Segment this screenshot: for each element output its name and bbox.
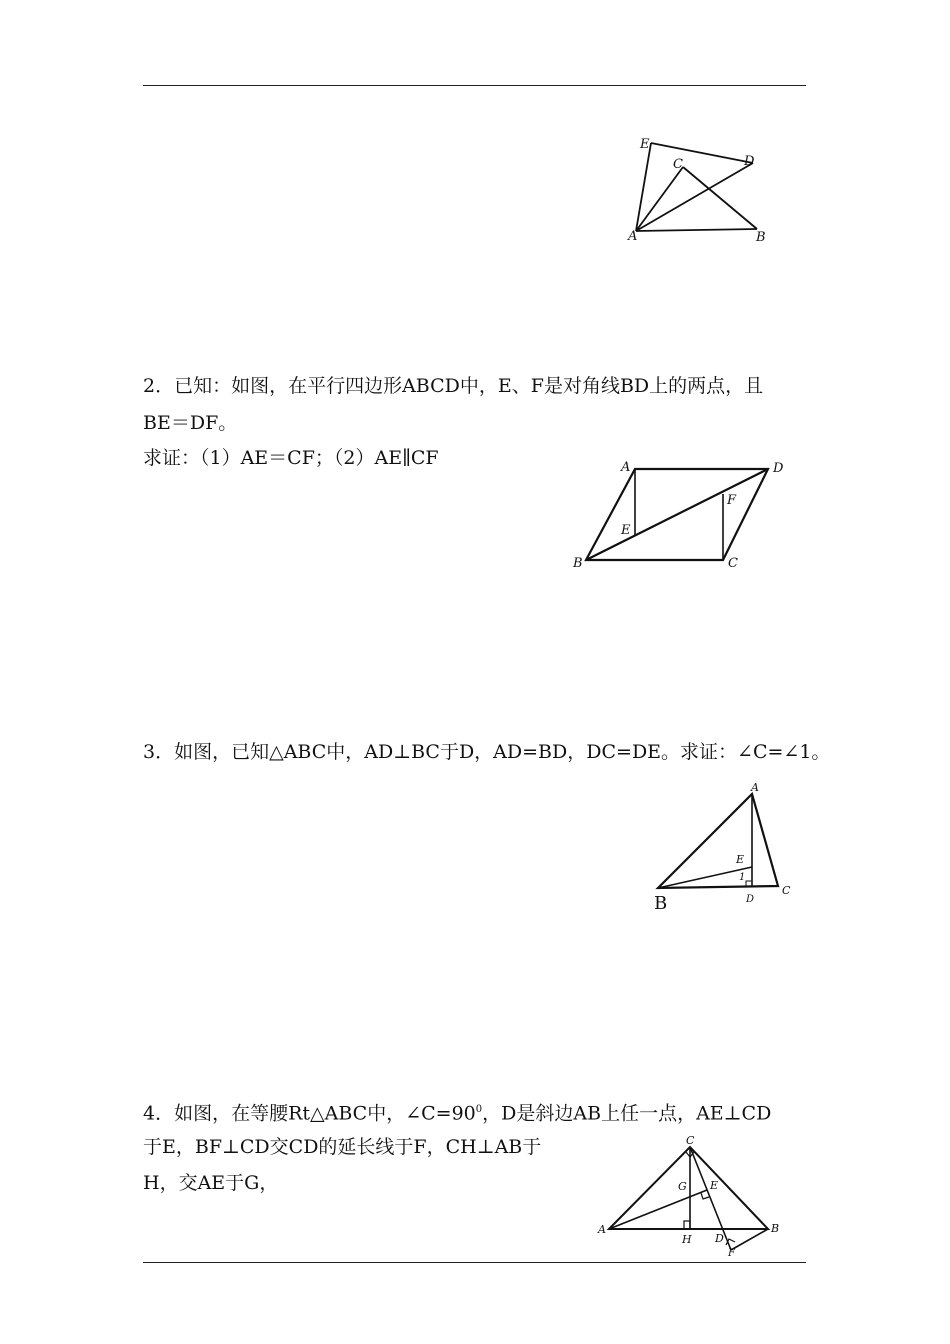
segment-ed	[651, 143, 753, 163]
header-rule	[143, 85, 806, 86]
problem-4-statement-line3: H，交AE于G，	[143, 1172, 279, 1194]
right-angle-mark-h	[684, 1221, 690, 1229]
segment-ab	[636, 229, 757, 231]
label-b: B	[771, 1222, 780, 1235]
segment-be	[658, 867, 752, 888]
label-g: G	[678, 1180, 687, 1193]
label-a: A	[621, 460, 631, 475]
figure-2-parallelogram	[570, 455, 800, 575]
label-c: C	[728, 556, 738, 571]
problem-2-statement-line1: 2．已知：如图，在平行四边形ABCD中，E、F是对角线BD上的两点，且	[143, 375, 764, 397]
label-d: D	[744, 154, 755, 169]
label-f: F	[727, 493, 737, 508]
label-c: C	[686, 1134, 695, 1147]
label-e: E	[736, 853, 745, 866]
figure-1-diagram	[620, 130, 780, 250]
label-h: H	[682, 1233, 692, 1246]
label-e: E	[621, 523, 631, 538]
diagonal-bd	[586, 469, 768, 560]
label-a: A	[628, 229, 638, 244]
line-cf	[690, 1147, 731, 1250]
label-e: E	[640, 137, 650, 152]
segment-ac	[636, 167, 683, 231]
problem-4-line1-part-b: ，D是斜边AB上任一点，AE⊥CD	[482, 1102, 772, 1125]
problem-4-statement-line1	[143, 1097, 771, 1126]
label-a: A	[598, 1223, 606, 1236]
triangle-abc	[609, 1147, 768, 1229]
problem-3-statement: 3．如图，已知△ABC中，AD⊥BC于D，AD=BD，DC=DE。求证：∠C=∠1。	[143, 741, 831, 763]
label-b: B	[756, 230, 766, 245]
segment-ad	[636, 163, 753, 231]
degree-superscript: 0	[475, 1104, 483, 1115]
label-c: C	[782, 884, 791, 897]
segment-ae	[636, 143, 651, 231]
label-a: A	[751, 781, 759, 794]
segment-ae	[609, 1190, 707, 1229]
label-b: B	[654, 893, 668, 914]
problem-4-statement-line2: 于E，BF⊥CD交CD的延长线于F，CH⊥AB于	[143, 1136, 542, 1158]
segment-bf	[731, 1229, 768, 1250]
label-d: D	[715, 1232, 724, 1245]
label-b: B	[573, 556, 583, 571]
figure-3-triangle	[650, 778, 800, 913]
label-d: D	[773, 461, 784, 476]
problem-2-statement-line2: BE＝DF。	[143, 412, 238, 434]
label-angle-1: 1	[739, 872, 746, 883]
problem-4-line1-part-a: 4．如图，在等腰Rt△ABC中，∠C=90	[143, 1102, 476, 1125]
label-d: D	[746, 894, 755, 905]
label-e: E	[710, 1179, 719, 1192]
figure-4-isosceles-right-triangle	[595, 1132, 795, 1257]
footer-rule	[143, 1262, 806, 1263]
problem-2-prove-line: 求证：（1）AE＝CF；（2）AE∥CF	[143, 447, 439, 469]
label-c: C	[673, 157, 683, 172]
label-f: F	[728, 1248, 735, 1259]
right-angle-mark-e	[701, 1193, 709, 1199]
